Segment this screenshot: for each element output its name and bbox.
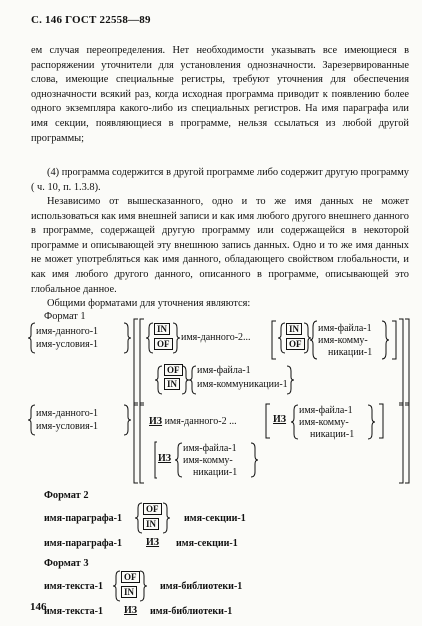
brace-left-icon	[175, 442, 183, 478]
kw-in: IN	[286, 323, 302, 335]
kw-iz: ИЗ	[124, 605, 138, 616]
kw-in: IN	[154, 323, 170, 335]
format3-title: Формат 3	[44, 558, 89, 569]
f1-comm-full: имя-коммуникации-1	[197, 379, 288, 390]
brace-right-icon	[162, 502, 170, 534]
brace-left-icon	[155, 365, 163, 395]
f1-comm-b: никации-1	[310, 429, 355, 440]
f2-section-1: имя-секции-1	[184, 513, 246, 524]
kw-of: OF	[286, 338, 305, 350]
f1-data-2: имя-данного-2	[181, 332, 244, 343]
f3-text-1: имя-текста-1	[44, 581, 103, 592]
f2-para-1: имя-параграфа-1	[44, 538, 122, 549]
formats-intro: Общими форматами для уточнения являются:	[47, 298, 251, 309]
f1-comm-a: имя-комму-	[318, 335, 368, 346]
paragraph-1: ем случая переопределения. Нет необходимости указывать все имеющиеся в распоряжении уточнители для установления однозначности. Зарезервированные слова, имеющие специальные регистры, требуют уточнения для обеспечения однозначности всякий раз, когда исходная программа приводит к появлению более одного экземпляра какого-либо из специальных регистров. На имя параграфа или имя секции, появляющиеся в программе, нельзя ссылаться из любой другой программы;	[31, 45, 409, 144]
kw-iz: ИЗ	[146, 537, 160, 548]
bracket-left-icon	[139, 318, 145, 406]
f1-name-cond-1: имя-условия-1	[36, 339, 99, 350]
paragraph-2: (4) программа содержится в другой программе либо содержит другую программу ( ч. 10, п. 1.3.8).	[31, 167, 409, 193]
f1-file-1: имя-файла-1	[318, 323, 372, 334]
brace-right-icon	[381, 320, 389, 360]
kw-in: IN	[164, 378, 180, 390]
f1-comm-b: никации-1	[328, 347, 373, 358]
f3-lib-1: имя-библиотеки-1	[160, 581, 243, 592]
f1-name-cond-1: имя-условия-1	[36, 421, 99, 432]
brace-left-icon	[135, 502, 143, 534]
ellipsis: ...	[243, 332, 251, 343]
kw-of: OF	[143, 503, 162, 515]
paragraph-3: Независимо от вышесказанного, одно и то же имя данных не может использоваться как имя внешней записи и как имя любого другого внешнего данного в программе, содержащей другую программу или содержащейся в некоторой программе и описывающей эту внешнюю запись данных. Одно и то же имя данных не может употребляться как имя данного, обладающего свойством глобальности, и как имя любого другого данного, описанного в программе, описывающей это глобальное данное.	[31, 196, 409, 295]
f1-comm-a: имя-комму-	[299, 417, 349, 428]
brace-right-icon	[250, 442, 258, 478]
f3-text-1: имя-текста-1	[44, 606, 103, 617]
bracket-left-icon	[271, 320, 277, 360]
brace-left-icon	[310, 320, 318, 360]
bracket-right-icon	[404, 318, 410, 406]
page-header: С. 146 ГОСТ 22558—89	[31, 14, 151, 26]
kw-iz: ИЗ	[273, 414, 287, 425]
bracket-right-icon	[391, 320, 397, 360]
f2-para-1: имя-параграфа-1	[44, 513, 122, 524]
f1-comm-b: никации-1	[193, 467, 238, 478]
bracket-right-icon	[404, 402, 410, 484]
brace-left-icon	[278, 322, 286, 354]
brace-right-icon	[367, 404, 375, 440]
kw-in: IN	[121, 586, 137, 598]
brace-left-icon	[146, 322, 154, 354]
f1-name-data-1: имя-данного-1	[36, 326, 99, 337]
format2-title: Формат 2	[44, 490, 89, 501]
brace-right-icon	[172, 322, 180, 354]
brace-left-icon	[291, 404, 299, 440]
brace-left-icon	[189, 365, 197, 395]
ellipsis: ...	[229, 416, 237, 427]
brace-right-icon	[139, 570, 147, 602]
brace-right-icon	[123, 322, 131, 354]
kw-of: OF	[121, 571, 140, 583]
kw-in: IN	[143, 518, 159, 530]
f1-data-2: имя-данного-2	[164, 416, 227, 427]
brace-right-icon	[286, 365, 294, 395]
brace-right-icon	[181, 365, 189, 395]
kw-of: OF	[164, 364, 183, 376]
brace-left-icon	[28, 404, 36, 436]
bracket-left-icon	[265, 403, 271, 439]
f2-section-1: имя-секции-1	[176, 538, 238, 549]
f1-name-data-1: имя-данного-1	[36, 408, 99, 419]
page-number: 146	[30, 601, 47, 613]
bracket-right-icon	[378, 403, 384, 439]
bracket-left-icon	[139, 402, 145, 484]
f3-lib-1: имя-библиотеки-1	[150, 606, 233, 617]
f1-comm-a: имя-комму-	[183, 455, 233, 466]
brace-left-icon	[113, 570, 121, 602]
f1-file-1: имя-файла-1	[197, 365, 251, 376]
f1-file-1: имя-файла-1	[183, 443, 237, 454]
brace-right-icon	[123, 404, 131, 436]
brace-left-icon	[28, 322, 36, 354]
f1-file-1: имя-файла-1	[299, 405, 353, 416]
kw-iz: ИЗ	[158, 453, 172, 464]
kw-iz: ИЗ	[149, 416, 163, 427]
format1-title: Формат 1	[44, 311, 86, 322]
kw-of: OF	[154, 338, 173, 350]
